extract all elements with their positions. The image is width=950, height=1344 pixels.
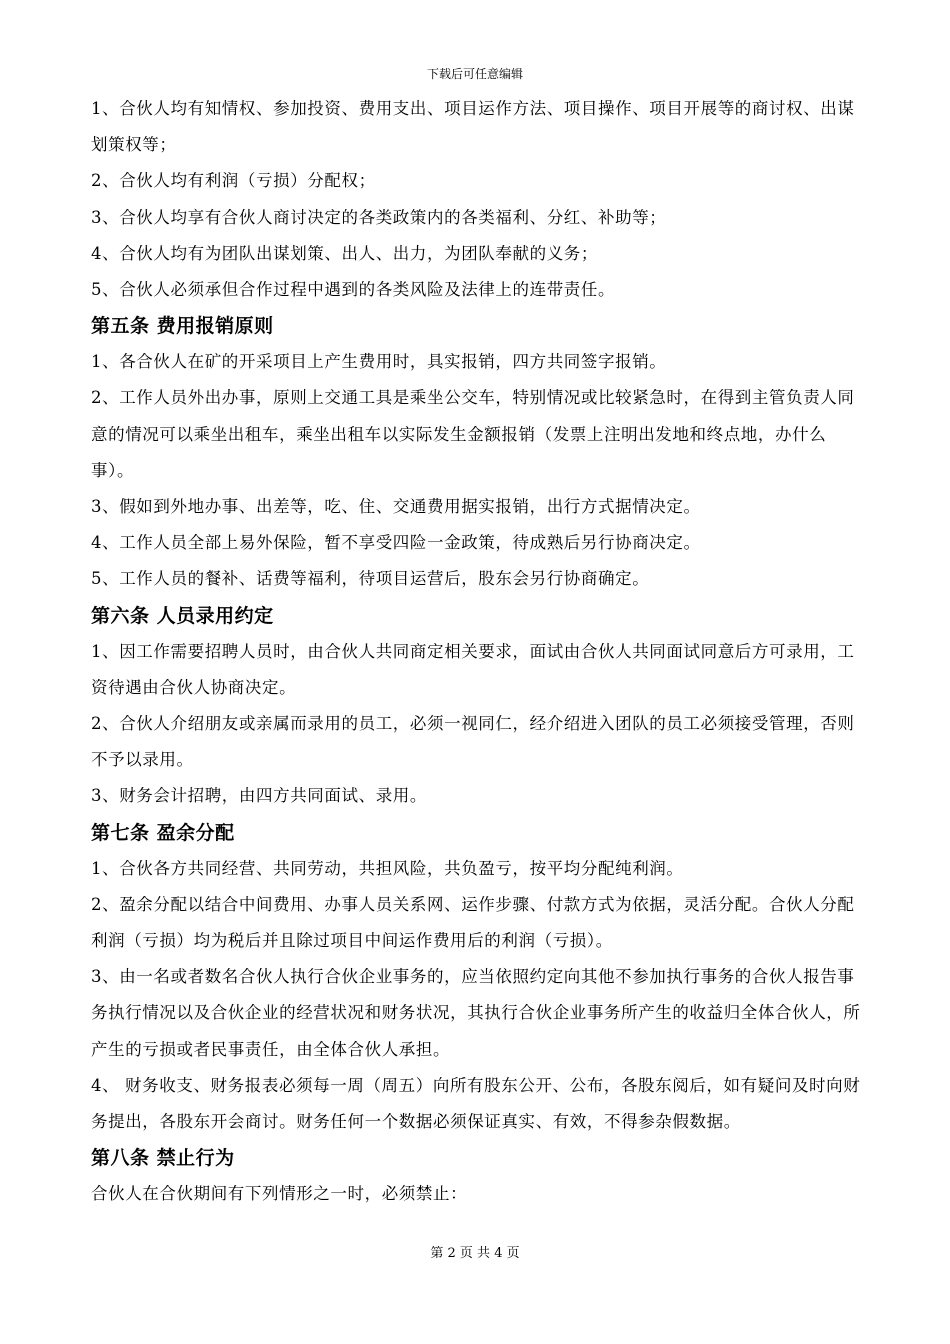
paragraph: 5、工作人员的餐补、话费等福利，待项目运营后，股东会另行协商确定。 xyxy=(91,569,650,589)
section-heading: 第七条 盈余分配 xyxy=(91,821,235,844)
paragraph: 3、财务会计招聘，由四方共同面试、录用。 xyxy=(91,786,427,806)
section-heading: 第八条 禁止行为 xyxy=(91,1147,235,1170)
paragraph: 合伙人在合伙期间有下列情形之一时，必须禁止： xyxy=(91,1184,468,1204)
paragraph: 3、由一名或者数名合伙人执行合伙企业事务的，应当依照约定向其他不参加执行事务的合伙人报告事务执行情况以及合伙企业的经营状况和财务状况，其执行合伙企业事务所产生的收益归全体合伙人，所产生的亏损或者民事责任，由全体合伙人承担。 xyxy=(91,967,861,1059)
paragraph: 5、合伙人必须承但合作过程中遇到的各类风险及法律上的连带责任。 xyxy=(91,280,616,300)
paragraph: 4、合伙人均有为团队出谋划策、出人、出力，为团队奉献的义务； xyxy=(91,243,598,263)
page-footer: 第 2 页 共 4 页 xyxy=(430,1246,520,1261)
section-heading: 第五条 费用报销原则 xyxy=(91,315,274,338)
paragraph: 3、假如到外地办事、出差等，吃、住、交通费用据实报销，出行方式据情决定。 xyxy=(91,497,701,517)
paragraph: 1、因工作需要招聘人员时，由合伙人共同商定相关要求，面试由合伙人共同面试同意后方可录用，工资待遇由合伙人协商决定。 xyxy=(91,641,855,697)
paragraph: 3、合伙人均享有合伙人商讨决定的各类政策内的各类福利、分红、补助等； xyxy=(91,207,667,227)
document-body xyxy=(91,91,863,1212)
paragraph: 4、工作人员全部上易外保险，暂不享受四险一金政策，待成熟后另行协商决定。 xyxy=(91,533,701,553)
paragraph: 2、合伙人介绍朋友或亲属而录用的员工，必须一视同仁，经介绍进入团队的员工必须接受管理，否则不予以录用。 xyxy=(91,714,855,770)
paragraph: 2、盈余分配以结合中间费用、办事人员关系网、运作步骤、付款方式为依据，灵活分配。合伙人分配利润（亏损）均为税后并且除过项目中间运作费用后的利润（亏损）。 xyxy=(91,894,855,951)
paragraph: 2、合伙人均有利润（亏损）分配权； xyxy=(91,171,376,191)
section-heading: 第六条 人员录用约定 xyxy=(91,604,274,627)
paragraph: 4、 财务收支、财务报表必须每一周（周五）向所有股东公开、公布，各股东阅后，如有疑问及时向财务提出，各股东开会商讨。财务任何一个数据必须保证真实、有效，不得参杂假数据。 xyxy=(91,1075,861,1132)
paragraph: 2、工作人员外出办事，原则上交通工具是乘坐公交车，特别情况或比较紧急时，在得到主管负责人同意的情况可以乘坐出租车，乘坐出租车以实际发生金额报销（发票上注明出发地和终点地，办什么事）。 xyxy=(91,388,855,480)
paragraph: 1、各合伙人在矿的开采项目上产生费用时，具实报销，四方共同签字报销。 xyxy=(91,352,667,372)
page-header: 下载后可任意编辑 xyxy=(426,67,523,81)
paragraph: 1、合伙人均有知情权、参加投资、费用支出、项目运作方法、项目操作、项目开展等的商讨权、出谋划策权等； xyxy=(91,99,855,155)
paragraph: 1、合伙各方共同经营、共同劳动，共担风险，共负盈亏，按平均分配纯利润。 xyxy=(91,858,684,878)
